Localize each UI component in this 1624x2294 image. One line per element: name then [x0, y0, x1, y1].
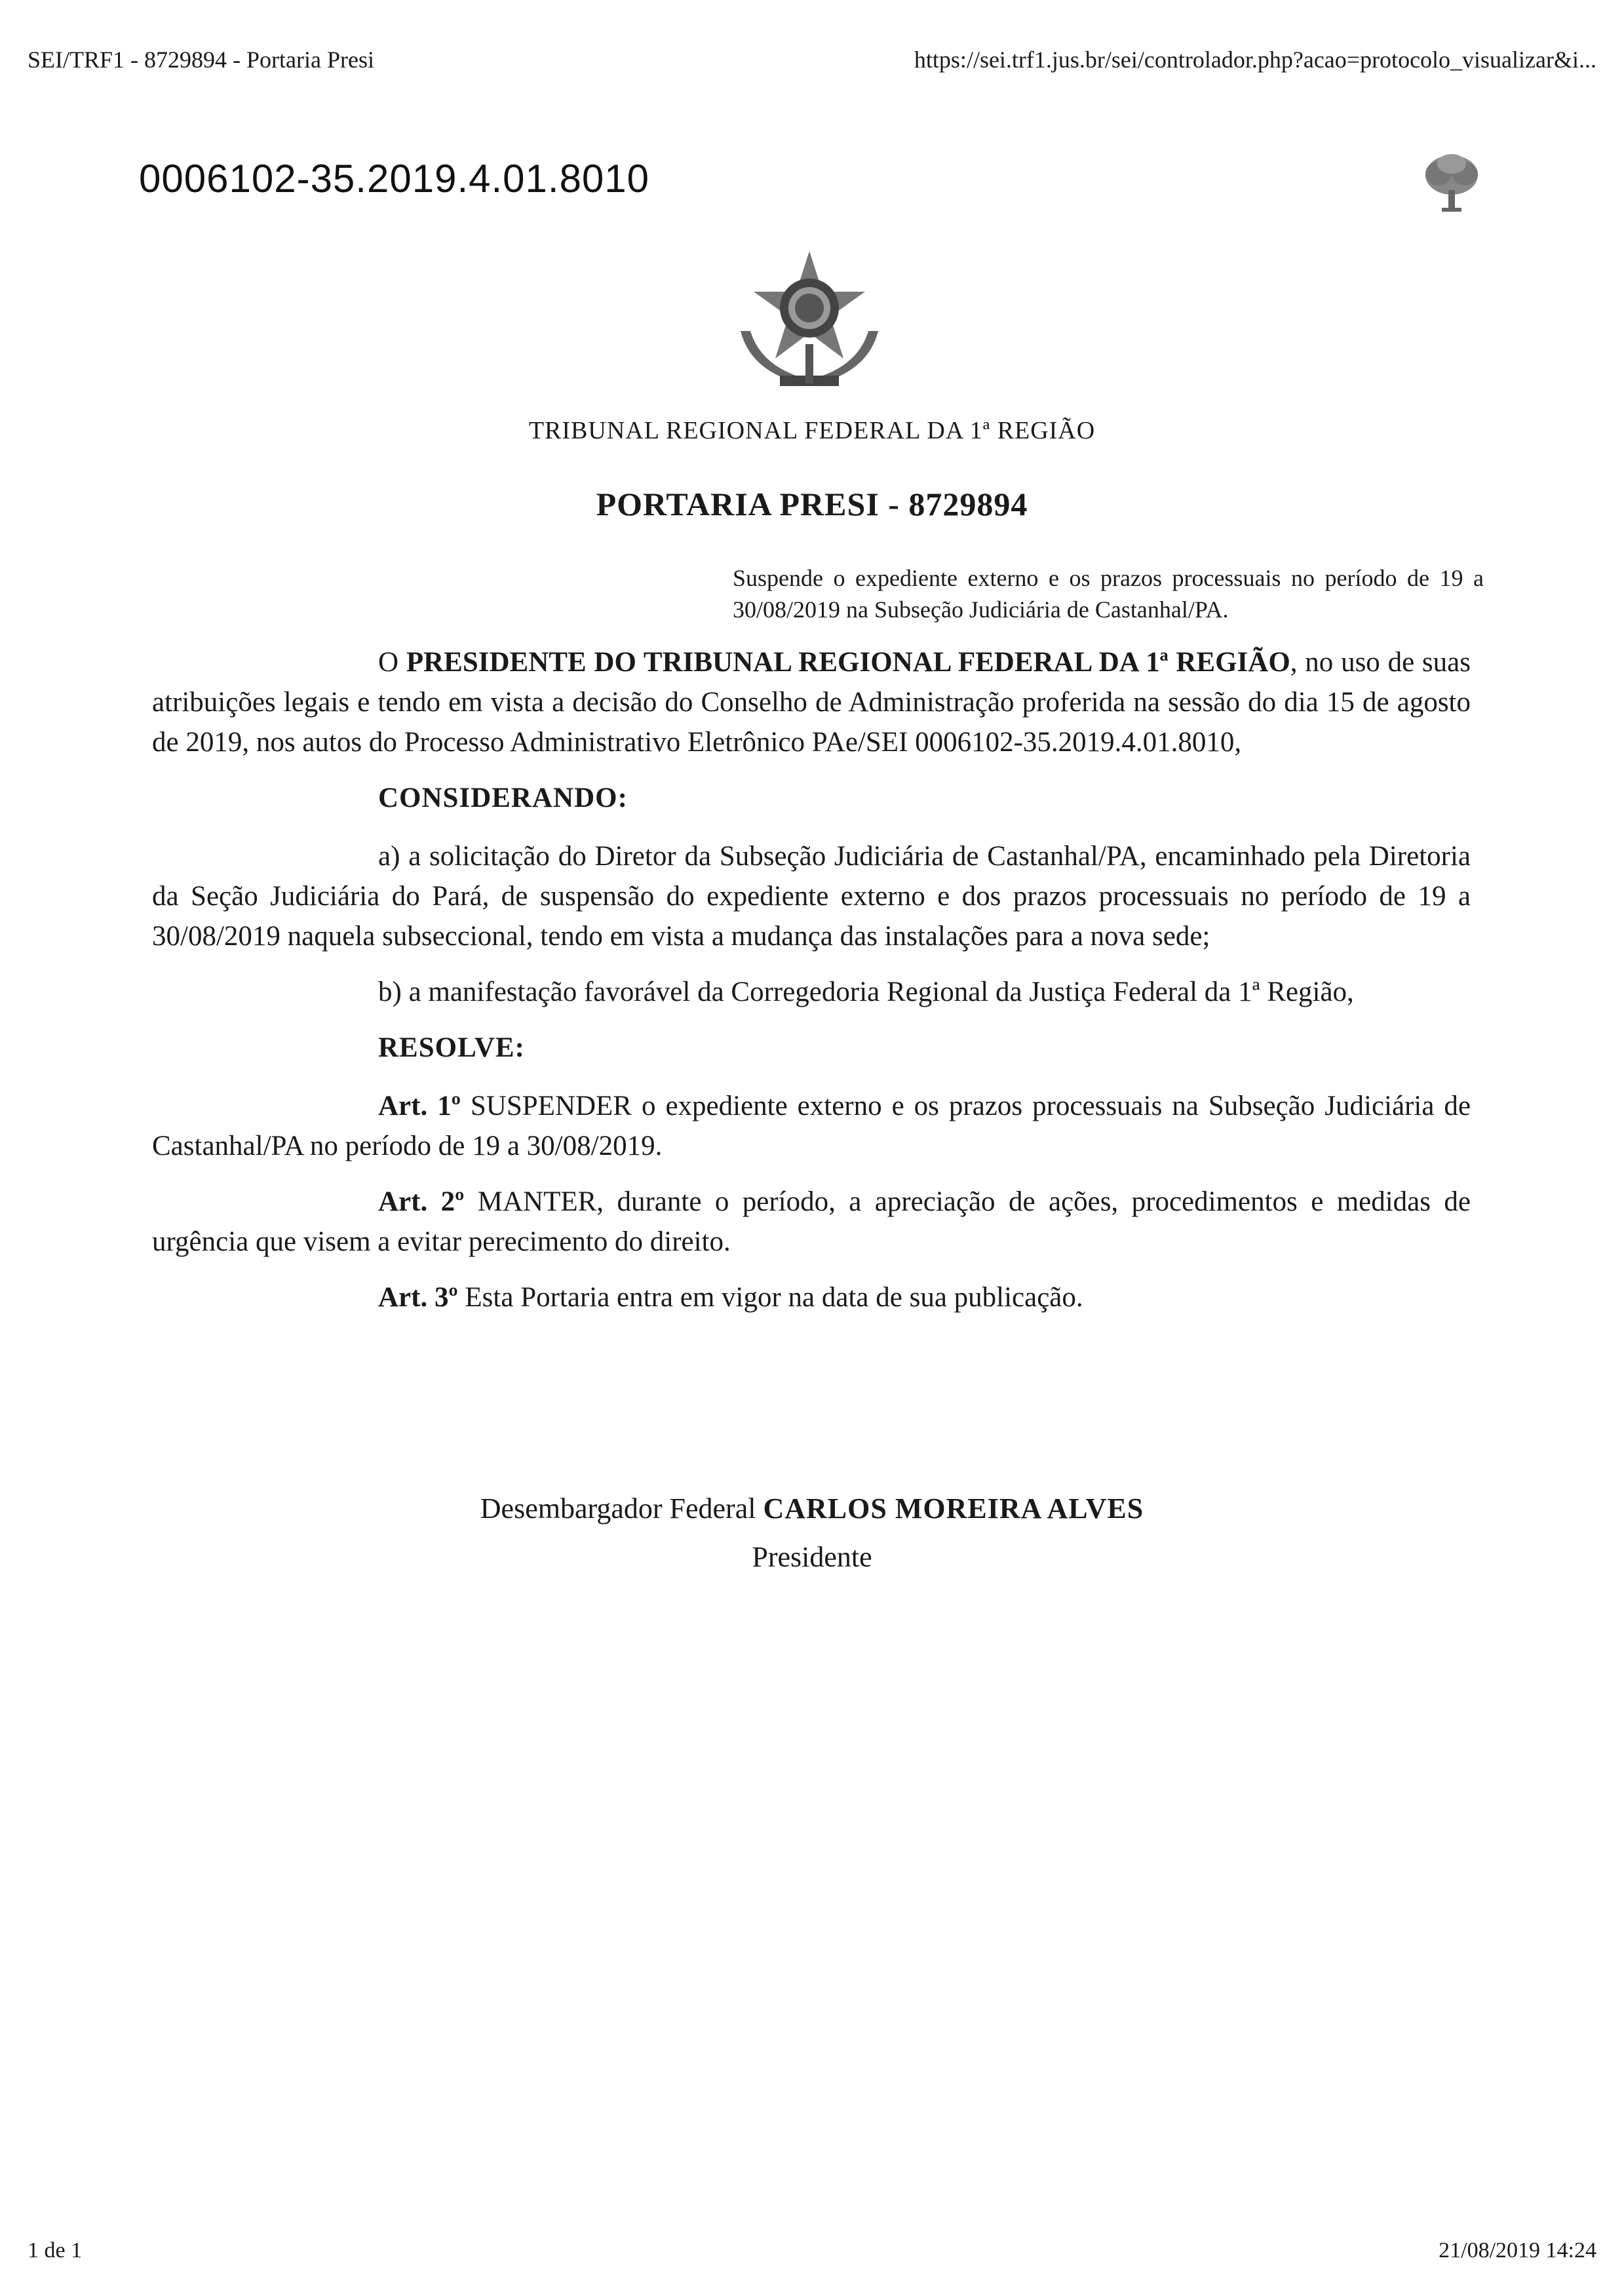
process-number: 0006102-35.2019.4.01.8010 — [139, 157, 650, 201]
article-3-label: Art. 3º — [378, 1282, 458, 1313]
brazil-coat-of-arms-icon — [724, 246, 895, 403]
print-timestamp: 21/08/2019 14:24 — [1439, 2238, 1596, 2263]
document-title: PORTARIA PRESI - 8729894 — [596, 486, 1028, 522]
article-1-label: Art. 1º — [378, 1091, 461, 1121]
browser-header-title: SEI/TRF1 - 8729894 - Portaria Presi — [28, 47, 374, 73]
article-1 — [152, 1086, 1471, 1166]
signature-prefix: Desembargador Federal — [480, 1492, 764, 1525]
browser-header-url: https://sei.trf1.jus.br/sei/controlador.php?acao=protocolo_visualizar&i... — [914, 47, 1596, 73]
article-2 — [152, 1182, 1471, 1262]
tribunal-name: TRIBUNAL REGIONAL FEDERAL DA 1ª REGIÃO — [528, 417, 1096, 444]
article-2-label: Art. 2º — [378, 1186, 465, 1217]
page-count: 1 de 1 — [28, 2238, 83, 2263]
intro-authority: PRESIDENTE DO TRIBUNAL REGIONAL FEDERAL DA 1ª REGIÃO — [406, 647, 1290, 678]
signature-role: Presidente — [752, 1541, 872, 1573]
article-3 — [152, 1277, 1471, 1317]
intro-lead: O — [378, 647, 406, 678]
tree-logo-icon — [1416, 147, 1488, 220]
resolve-heading: RESOLVE: — [378, 1032, 525, 1063]
signature-name: CARLOS MOREIRA ALVES — [763, 1492, 1144, 1525]
intro-paragraph — [152, 642, 1471, 762]
ementa: Suspende o expediente externo e os prazos processuais no período de 19 a 30/08/2019 na Subseção Judiciária de Castanhal/PA. — [733, 565, 1484, 623]
article-2-text: MANTER, durante o período, a apreciação de ações, procedimentos e medidas de urgência que visem a evitar perecimento do direito. — [152, 1186, 1471, 1257]
document-body — [152, 642, 1471, 1333]
considerando-heading: CONSIDERANDO: — [378, 783, 628, 813]
considerando-a: a) a solicitação do Diretor da Subseção Judiciária de Castanhal/PA, encaminhado pela Diretoria da Seção Judiciária do Pará, de suspensão do expediente externo e dos prazos processuais no período de 19 a 30/08/2019 naquela subseccional, tendo em vista a mudança das instalações para a nova sede; — [152, 841, 1471, 952]
intro-rest: , no uso de suas atribuições legais e tendo em vista a decisão do Conselho de Administração proferida na sessão do dia 15 de agosto de 2019, nos autos do Processo Administrativo Eletrônico PAe/SEI 0006102-35.2019.4.01.8010, — [152, 647, 1471, 758]
article-1-text: SUSPENDER o expediente externo e os prazos processuais na Subseção Judiciária de Castanhal/PA no período de 19 a 30/08/2019. — [152, 1091, 1471, 1161]
signature-block — [0, 1485, 1624, 1582]
considerando-b: b) a manifestação favorável da Corregedoria Regional da Justiça Federal da 1ª Região, — [378, 977, 1354, 1007]
article-3-text: Esta Portaria entra em vigor na data de sua publicação. — [457, 1282, 1083, 1313]
signature-line — [0, 1485, 1624, 1533]
